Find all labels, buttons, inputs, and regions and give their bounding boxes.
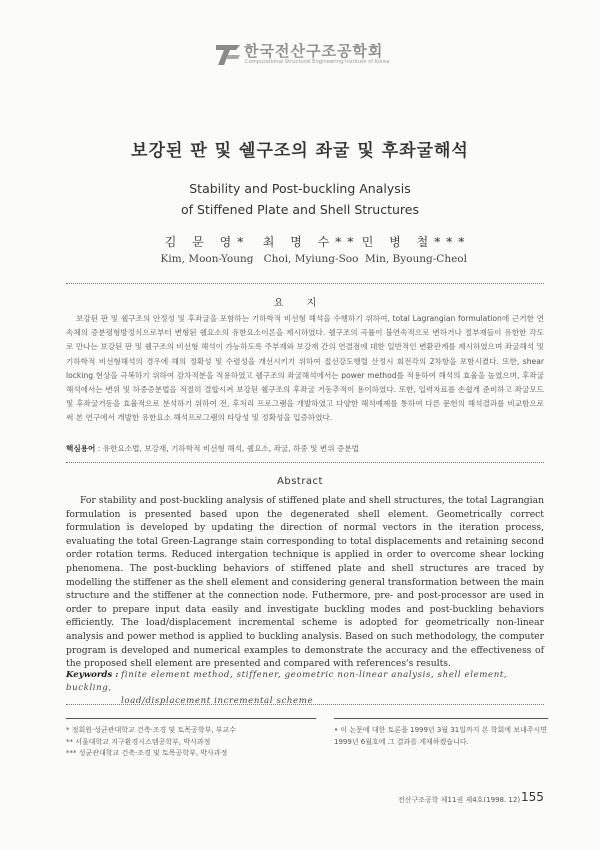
abstract-heading: Abstract <box>277 476 323 487</box>
keywords-en-label: Keywords : <box>66 670 119 680</box>
keywords-ko-label: 핵심용어 <box>66 444 96 453</box>
abstract-text: For stability and post-buckling analysis of stiffened plate and shell structures, the total Lagrangian formulation is presented based upon the degenerated shell element. Geometrically correct formulation is developed by updating the direction of normal vectors in the iteration process, evaluating the total Green-Lagrange stain corresponding to total displacements and retaining second order rotation terms. Reduced intergation technique is applied in order to overcome shear locking phenomena. The post-buckling behaviors of stiffened plate and shell structures are traced by modelling the stiffener as the shell element and considering general transformation between the main structure and the stiffener at the connection node. Futhermore, pre- and post-processor are used in order to prepare input data easily and investigate buckling modes and post-buckling behaviors efficiently. The load/displacement incremental scheme is adopted for geometrically non-linear analysis and power method is applied to buckling analysis. Based on such methodology, the computer program is developed and numerical examples to demonstrate the accuracy and the effectiveness of the proposed shell element are presented and compared with references's results. <box>66 495 544 670</box>
keywords-en-line1: finite element method, stiffener, geometric non-linear analysis, shell element, buckling, <box>66 670 508 693</box>
keywords-en-line2: load/displacement incremental scheme <box>121 696 314 706</box>
keywords-en <box>66 669 544 708</box>
society-logo <box>214 40 404 70</box>
title-en-line2: of Stiffened Plate and Shell Structures <box>180 202 419 217</box>
footnote-3 <box>66 748 316 760</box>
page-number: 155 <box>521 790 544 804</box>
divider-bottom <box>66 704 544 705</box>
author-name-en: Min, Byoung-Cheol <box>364 253 467 265</box>
author-name-ko: 민 병 철*** <box>361 235 471 249</box>
footnote-2 <box>66 737 316 749</box>
author-name-en: Choi, Myiung-Soo <box>263 253 359 265</box>
author-name-en: Kim, Moon-Young <box>160 253 254 265</box>
paper-title-en <box>0 178 600 220</box>
footnote-mark: * <box>66 726 70 734</box>
author-name-ko: 김 문 영* <box>164 235 250 249</box>
society-emblem-icon <box>214 43 242 67</box>
title-en-line1: Stability and Post-buckling Analysis <box>189 181 411 196</box>
author-3 <box>346 233 486 265</box>
society-name-en: Computational Structural Engineering Institute of Korea <box>245 59 390 65</box>
footnote-mark: ** <box>66 737 73 746</box>
discussion-note: • 이 논문에 대한 토론을 1999년 3월 31일까지 본 학회에 보내주시면 1999년 6월호에 그 결과를 게재하겠습니다. <box>334 726 548 746</box>
author-footnotes <box>66 725 316 760</box>
divider-top <box>66 283 544 284</box>
footnote-mark: *** <box>66 749 77 757</box>
summary-heading: 요 지 <box>273 298 327 309</box>
journal-info: 전산구조공학 제11권 제4호(1998. 12) <box>398 796 521 804</box>
footnote-rule-left <box>66 718 316 719</box>
footnote-text: 정회원·성균관대학교 건축·조경 및 토목공학부, 부교수 <box>71 726 237 734</box>
divider-middle <box>66 462 544 463</box>
summary-text: 보강된 판 및 쉘구조의 안정성 및 후좌굴을 포함하는 기하학적 비선형 해석을 수행하기 위하여, total Lagrangian formulation에 근거한 연속체의 증분평형방정식으로부터 변형된 쉘요소의 유한요소이론을 제시하였다. 쉘구조의 곡률이 불연속적으로 변하거나 절부재들이 유한한 각도로 만나는 보강된 판 및 쉘구조의 비선형 해석이 가능하도록 주부재와 보강재 간의 연결점에 대한 일반적인 변환관계를 제시하였으며 좌굴해석 및 기하학적 비선형해석의 경우에 해의 정확성 및 수렴성을 개선시키기 위하여 접선강도행렬 산정시 회전각의 2차항을 포함시켰다. 또한, shear locking 현상을 극복하기 위하여 감차적분을 적용하였고 쉘구조의 좌굴해석에서는 power method를 적용하여 해석의 효율을 높였으며, 후좌굴해석에서는 변위 및 하중증분법을 적절히 결합시켜 보강된 쉘구조의 후좌굴 거동추적이 용이하였다. 또한, 입력자료를 손쉽게 준비하고 좌굴모드 및 후좌굴거동을 효율적으로 분석하기 위하여 전, 후처리 프로그램을 개발하였고 다양한 해석예제를 통하여 다른 문헌의 해석결과를 비교함으로써 본 연구에서 개발한 유한요소 해석프로그램의 타당성 및 정확성을 입증하였다. <box>66 314 544 423</box>
author-name-ko: 최 명 수** <box>262 235 360 249</box>
footnote-1 <box>66 725 316 737</box>
keywords-ko <box>66 443 544 454</box>
paper-title-ko: 보강된 판 및 쉘구조의 좌굴 및 후좌굴해석 <box>131 141 469 161</box>
society-name-ko: 한국전산구조공학회 <box>244 42 384 60</box>
footnote-text: 성균관대학교 건축·조경 및 토목공학부, 박사과정 <box>78 749 228 757</box>
footnote-rule-right <box>334 718 548 719</box>
keywords-ko-value: : 유한요소법, 보강재, 기하학적 비선형 해석, 쉘요소, 좌굴, 하중 및 변위 증분법 <box>95 444 360 453</box>
footnote-text: 서울대학교 지구환경시스템공학부, 박사과정 <box>75 737 211 746</box>
